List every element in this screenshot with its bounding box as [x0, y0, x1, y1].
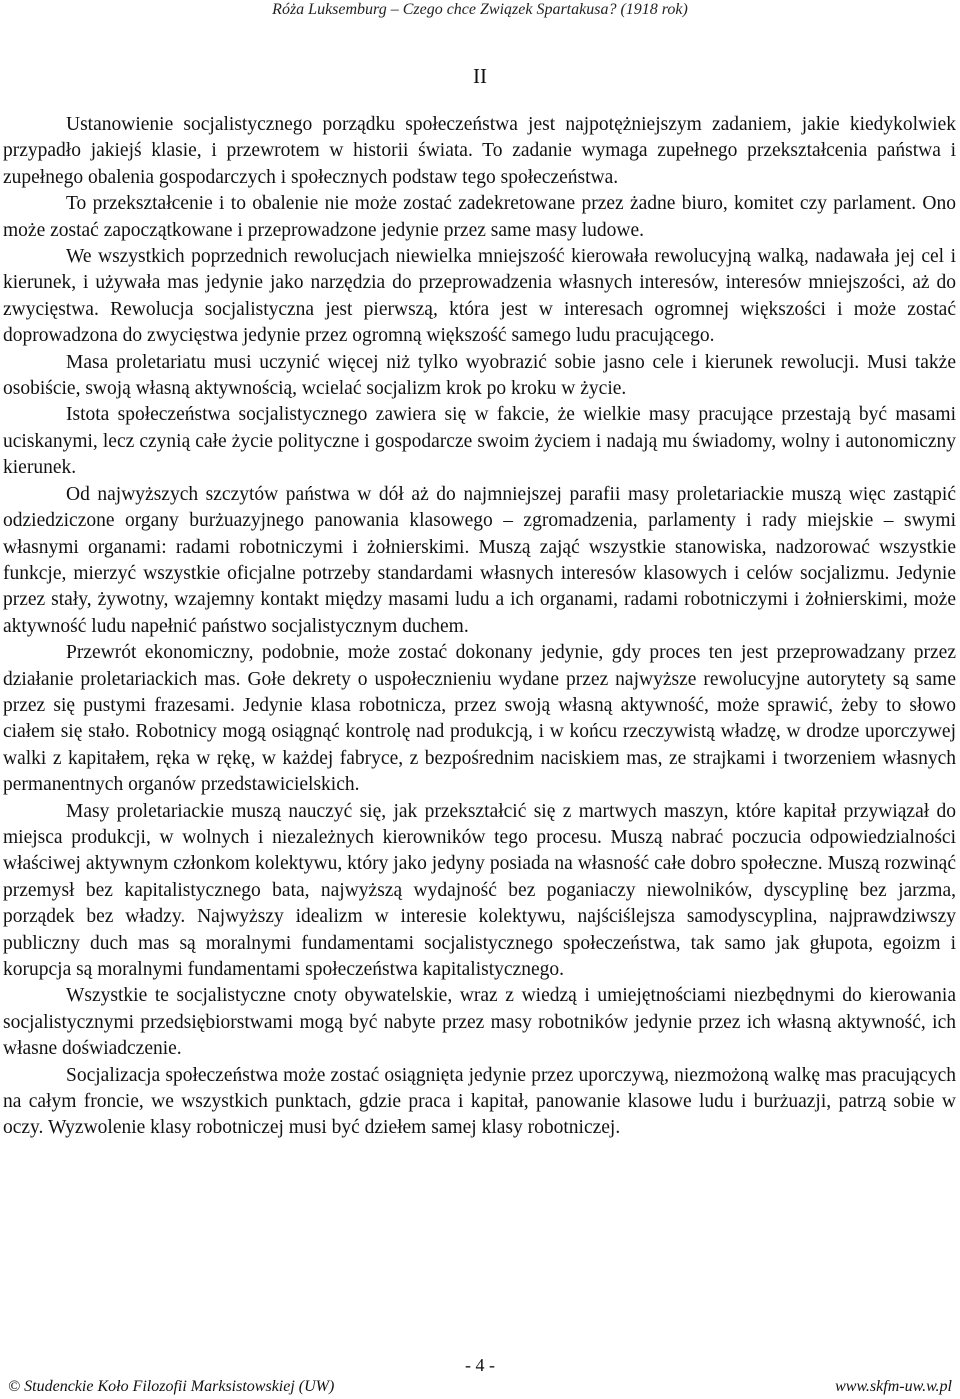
document-body — [3, 112, 956, 1142]
paragraph: We wszystkich poprzednich rewolucjach niewielka mniejszość kierowała rewolucyjną walką, nadawała jej cel i kierunek, i używała mas jedynie jako narzędzia do przeprowadzenia własnych interesów, interesów mniejszości, aż do zwycięstwa. Rewolucja socjalistyczna jest pierwszą, która jest w interesach ogromnej większości i może zostać doprowadzona do zwycięstwa jedynie przez ogromną większość samego ludu pracującego. — [3, 246, 956, 347]
paragraph: Socjalizacja społeczeństwa może zostać osiągnięta jedynie przez uporczywą, niezmożoną walkę mas pracujących na całym froncie, we wszystkich punktach, gdzie praca i kapitał, panowanie klasowe ludu i burżuazji, patrzą sobie w oczy. Wyzwolenie klasy robotniczej musi być dziełem samej klasy robotniczej. — [3, 1064, 956, 1139]
paragraph: Istota społeczeństwa socjalistycznego zawiera się w fakcie, że wielkie masy pracujące przestają być masami uciskanymi, lecz czynią całe życie polityczne i gospodarcze swoim życiem i nadają mu świadomy, wolny i autonomiczny kierunek. — [3, 404, 956, 479]
paragraph: Masa proletariatu musi uczynić więcej niż tylko wyobrazić sobie jasno cele i kierunek rewolucji. Musi także osobiście, swoją własną aktywnością, wcielać socjalizm krok po kroku w życie. — [3, 351, 956, 400]
paragraph: Wszystkie te socjalistyczne cnoty obywatelskie, wraz z wiedzą i umiejętnościami niezbędnymi do kierowania socjalistycznymi przedsiębiorstwami mogą być nabyte przez masy robotników jedynie przez ich własną aktywność, ich własne doświadczenie. — [3, 985, 956, 1060]
paragraph: Od najwyższych szczytów państwa w dół aż do najmniejszej parafii masy proletariackie muszą więc zastąpić odziedziczone organy burżuazyjnego panowania klasowego – zgromadzenia, parlamenty i rady miejskie – swymi własnymi organami: radami robotniczymi i żołnierskimi. Muszą zająć wszystkie stanowiska, nadzorować wszystkie funkcje, mierzyć wszystkie oficjalne potrzeby standardami własnych interesów klasowych i celów socjalizmu. Jedynie przez stały, żywotny, wzajemny kontakt między masami ludu a ich organami, radami robotniczymi i żołnierskimi, może aktywność ludu napełnić państwo socjalistycznym duchem. — [3, 483, 956, 637]
paragraph: Ustanowienie socjalistycznego porządku społeczeństwa jest najpotężniejszym zadaniem, jakie kiedykolwiek przypadło jakiejś klasie, i przewrotem w historii świata. To zadanie wymaga zupełnego przekształcenia państwa i zupełnego obalenia gospodarczych i społecznych podstaw tego społeczeństwa. — [3, 114, 956, 188]
section-number: II — [473, 64, 487, 88]
footer-copyright: © Studenckie Koło Filozofii Marksistowskiej (UW) — [8, 1378, 335, 1395]
footer-website: www.skfm-uw.w.pl — [835, 1378, 952, 1395]
page-number: - 4 - — [465, 1355, 495, 1375]
page-footer — [8, 1377, 952, 1397]
paragraph: Przewrót ekonomiczny, podobnie, może zostać dokonany jedynie, gdy proces ten jest przeprowadzany przez działanie proletariackich mas. Gołe dekrety o uspołecznieniu wydane przez najwyższe rewolucyjne autorytety są same przez się pustymi frazesami. Jedynie klasa robotnicza, przez swoją własną aktywność, może sprawić, żeby to słowo ciałem się stało. Robotnicy mogą osiągnąć kontrolę nad produkcją, i w końcu rzeczywistą władzę, w drodze uporczywej walki z kapitałem, ręka w rękę, w każdej fabryce, z bezpośrednim naciskiem mas, ze strajkami i tworzeniem własnych permanentnych organów przedstawicielskich. — [3, 642, 956, 796]
paragraph: To przekształcenie i to obalenie nie może zostać zadekretowane przez żadne biuro, komitet czy parlament. Ono może zostać zapoczątkowane i przeprowadzone jedynie przez same masy ludowe. — [3, 193, 956, 241]
running-header: Róża Luksemburg – Czego chce Związek Spartakusa? (1918 rok) — [272, 1, 688, 18]
paragraph: Masy proletariackie muszą nauczyć się, jak przekształcić się z martwych maszyn, które kapitał przywiązał do miejsca produkcji, w wolnych i niezależnych kierowników tego procesu. Muszą nabrać poczucia odpowiedzialności właściwej aktywnym członkom kolektywu, który jako jedyny posiada na własność całe dobro społeczne. Muszą rozwinąć przemysł bez kapitalistycznego bata, najwyższą wydajność bez poganiaczy niewolników, dyscyplinę bez jarzma, porządek bez władzy. Najwyższy idealizm w interesie kolektywu, najściślejsza samodyscyplina, najprawdziwszy publiczny duch mas są moralnymi fundamentami socjalistycznego społeczeństwa, tak samo jak głupota, egoizm i korupcja są moralnymi fundamentami społeczeństwa kapitalistycznego. — [3, 800, 956, 980]
